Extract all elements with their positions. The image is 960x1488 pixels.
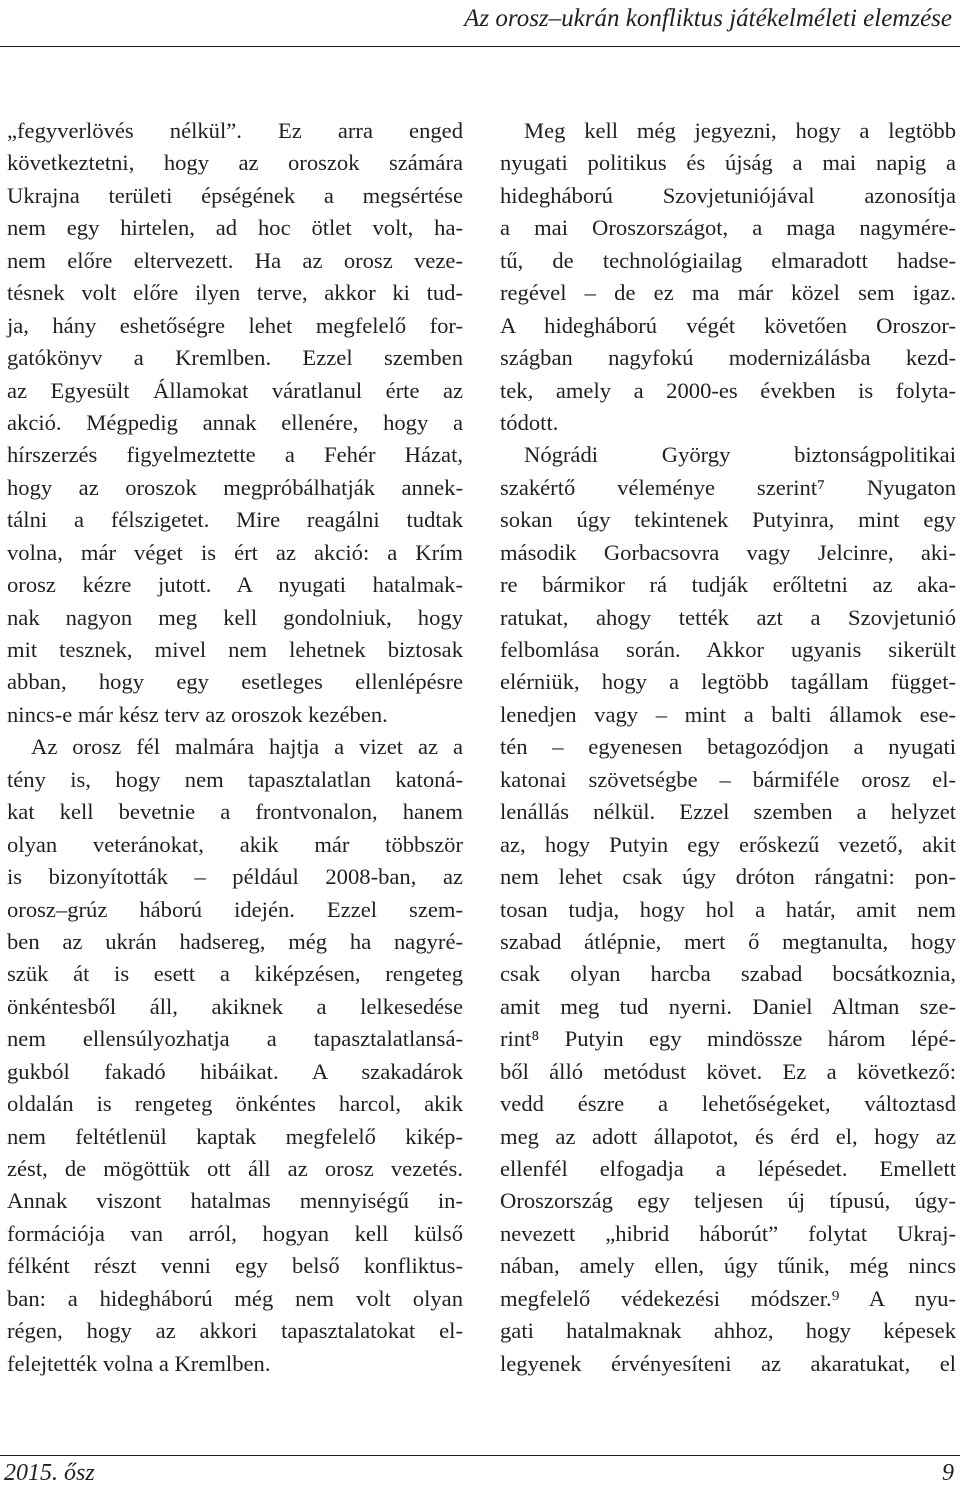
text-line: szük át is esett a kiképzésen, rengeteg [7,961,463,987]
text-line: tésnek volt előre ilyen terve, akkor ki tud- [7,280,463,306]
text-line: oldalán is rengeteg önkéntes harcol, akik [7,1091,463,1117]
text-line: tek, amely a 2000-es években is folyta- [500,377,956,403]
footer-rule [0,1455,960,1456]
text-line: ratukat, ahogy tették azt a Szovjetunió [500,604,956,630]
text-line: lenállás nélkül. Ezzel szemben a helyzet [500,799,956,825]
text-line: Ukrajna területi épségének a megsértése [7,182,463,208]
left-column [7,115,463,1380]
text-line: ja, hány eshetőségre lehet megfelelő for- [7,312,463,338]
text-line: felbomlása során. Akkor ugyanis sikerült [500,637,956,662]
text-line: tény is, hogy nem tapasztalatlan katoná- [7,766,463,792]
text-line: nak nagyon meg kell gondolniuk, hogy [7,604,463,630]
text-line: szágban nagyfokú modernizálásba kezd- [500,345,956,371]
text-line: második Gorbacsovra vagy Jelcinre, aki- [500,539,956,565]
text-line: Annak viszont hatalmas mennyiségű in- [7,1188,463,1214]
text-line: vedd észre a lehetőségeket, változtasd [500,1091,956,1117]
text-line: ből álló metódust követ. Ez a következő: [500,1058,956,1084]
text-line: abban, hogy egy esetleges ellenlépésre [7,669,463,695]
text-line: rint⁸ Putyin egy mindössze három lépé- [500,1026,956,1052]
text-line: legyenek érvényesíteni az akaratukat, el [500,1350,956,1376]
text-line: orosz kézre jutott. A nyugati hatalmak- [7,572,463,598]
text-line: szabad átlépnie, mert ő megtanulta, hogy [500,928,956,954]
text-line: akció. Mégpedig annak ellenére, hogy a [7,409,463,435]
text-line: orosz–grúz háború idején. Ezzel szem- [7,896,463,922]
right-column [500,115,956,1380]
text-line: nában, amely ellen, úgy tűnik, még nincs [500,1253,956,1279]
text-line: volna, már véget is ért az akció: a Krím [7,539,463,565]
text-line: Az orosz fél malmára hajtja a vizet az a [31,734,463,760]
text-line: megfelelő védekezési módszer.⁹ A nyu- [500,1285,956,1311]
text-line: is bizonyították – például 2008-ban, az [7,864,463,890]
text-line: zést, de mögöttük ott áll az orosz vezetés. [7,1156,463,1181]
text-line: nyugati politikus és újság a mai napig a [500,150,956,176]
text-line: amit meg tud nyerni. Daniel Altman sze- [500,993,956,1019]
text-line: A hidegháború végét követően Oroszor- [500,312,956,338]
text-line: önkéntesből áll, akiknek a lelkesedése [7,993,463,1019]
text-line: ban: a hidegháború még nem volt olyan [7,1285,463,1311]
text-line: gukból fakadó hibáikat. A szakadárok [7,1058,463,1084]
text-line: Nógrádi György biztonságpolitikai [524,442,956,468]
text-line: tódott. [500,409,559,435]
text-line: ben az ukrán hadsereg, még ha nagyré- [7,928,463,954]
text-line: tű, de technológiailag elmaradott hadse- [500,247,956,273]
page-number: 9 [942,1460,954,1486]
issue-label: 2015. ősz [4,1460,95,1486]
text-line: gatókönyv a Kremlben. Ezzel szemben [7,345,463,371]
text-line: re bármikor rá tudják erőltetni az aka- [500,572,956,598]
text-line: nem előre eltervezett. Ha az orosz veze- [7,247,463,273]
text-line: nem ellensúlyozhatja a tapasztalatlansá- [7,1026,463,1052]
text-line: az, hogy Putyin egy erőskezű vezető, akit [500,831,956,857]
text-line: régen, hogy az akkori tapasztalatokat el- [7,1318,463,1344]
text-line: nincs-e már kész terv az oroszok kezében. [7,701,388,727]
text-line: Meg kell még jegyezni, hogy a legtöbb [524,118,956,143]
text-line: olyan veteránokat, akik már többször [7,831,463,857]
text-line: tálni a félszigetet. Mire reagálni tudtak [7,507,463,533]
text-line: félként részt venni egy belső konfliktus- [7,1253,463,1279]
text-line: következtetni, hogy az oroszok számára [7,150,463,176]
text-line: hírszerzés figyelmeztette a Fehér Házat, [7,442,463,468]
text-line: ellenfél elfogadja a lépésedet. Emellett [500,1156,956,1181]
text-line: mit tesznek, mivel nem lehetnek biztosak [7,637,463,662]
text-line: hidegháború Szovjetuniójával azonosítja [500,182,956,208]
text-line: meg az adott állapotot, és érd el, hogy az [500,1123,956,1149]
text-line: katonai szövetségbe – bármiféle orosz el- [500,766,956,792]
text-line: a mai Oroszországot, a maga nagymére- [500,215,956,241]
text-line: regével – de ez ma már közel sem igaz. [500,280,956,306]
text-line: az Egyesült Államokat váratlanul érte az [7,377,463,403]
text-line: Oroszország egy teljesen új típusú, úgy- [500,1188,956,1214]
text-line: csak olyan harcba szabad bocsátkoznia, [500,961,956,987]
text-line: felejtették volna a Kremlben. [7,1350,271,1376]
text-line: nem egy hirtelen, ad hoc ötlet volt, ha- [7,215,463,241]
text-line: hogy az oroszok megpróbálhatják annek- [7,474,463,500]
text-line: kat kell bevetnie a frontvonalon, hanem [7,799,463,825]
text-line: elérniük, hogy a legtöbb tagállam függet- [500,669,956,695]
text-line: formációja van arról, hogyan kell külső [7,1220,463,1246]
text-line: nevezett „hibrid háborút” folytat Ukraj- [500,1220,956,1246]
text-line: gati hatalmaknak ahhoz, hogy képesek [500,1318,956,1344]
text-line: nem feltétlenül kaptak megfelelő kikép- [7,1123,463,1149]
text-line: lenedjen vagy – mint a balti államok ese- [500,701,956,727]
text-line: szakértő véleménye szerint⁷ Nyugaton [500,474,956,500]
header-rule [0,46,960,47]
text-line: „fegyverlövés nélkül”. Ez arra enged [7,118,463,143]
text-line: sokan úgy tekintenek Putyinra, mint egy [500,507,956,533]
text-line: nem lehet csak úgy dróton rángatni: pon- [500,864,956,890]
text-line: tén – egyenesen betagozódjon a nyugati [500,734,956,760]
running-header: Az orosz–ukrán konfliktus játékelméleti elemzése [464,5,952,32]
text-line: tosan tudja, hogy hol a határ, amit nem [500,896,956,922]
